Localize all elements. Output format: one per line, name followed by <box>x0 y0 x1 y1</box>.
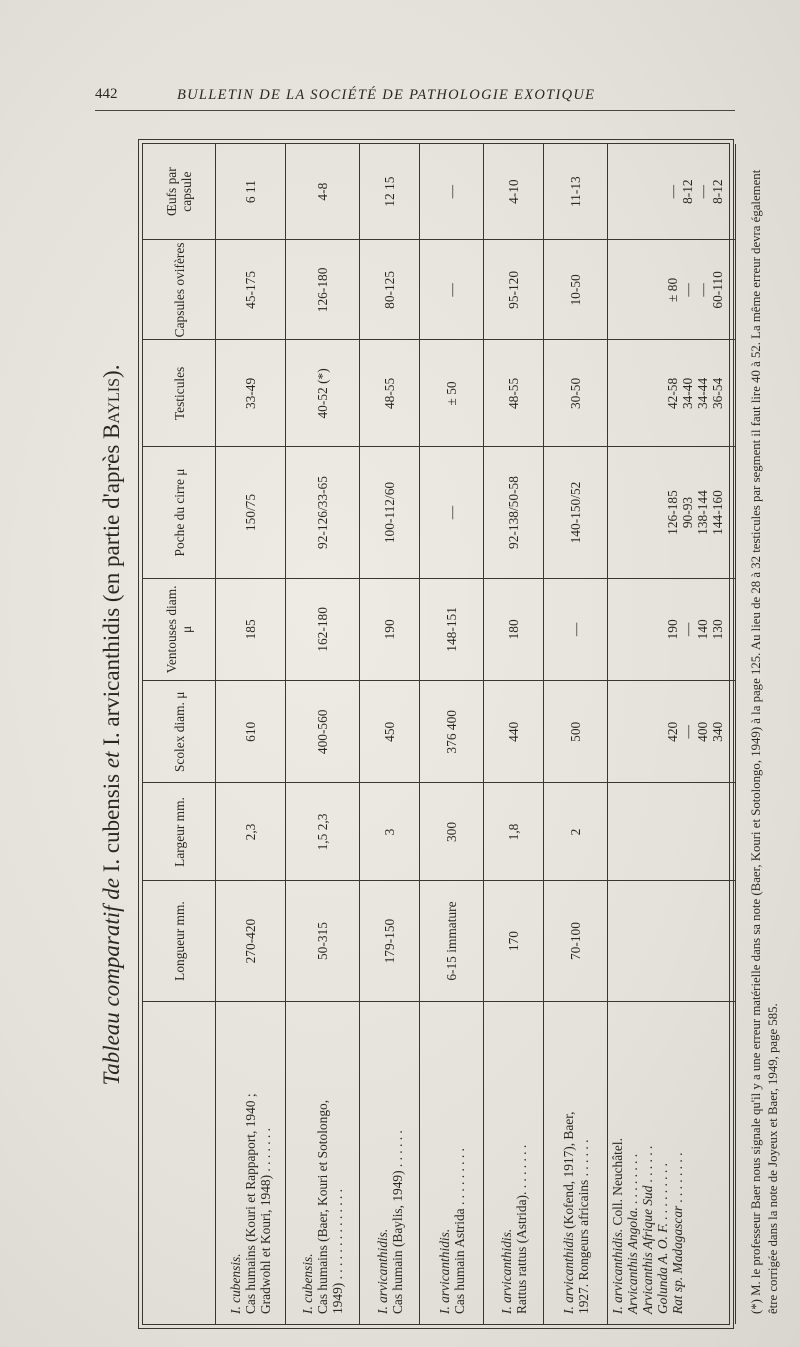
longueur-cell <box>608 881 736 1001</box>
host-line: Cas humains (Baer, Kouri et Sotolongo, <box>315 1099 330 1314</box>
capsules-cell <box>608 240 736 340</box>
capsules-value: 60-110 <box>710 271 725 309</box>
poche-value: 144-160 <box>710 490 725 535</box>
host-line: Arvicanthis Afrique Sud . . . . . . <box>640 1145 655 1314</box>
capsules-cell: 95-120 <box>484 240 544 340</box>
scolex-cell: 376 400 <box>420 681 484 783</box>
species-name: I. arvicanthidis. <box>610 1228 625 1314</box>
largeur-cell: 3 <box>360 783 420 881</box>
col-header-species <box>143 1001 216 1324</box>
scolex-value: — <box>680 725 695 739</box>
oeufs-cell: 4-8 <box>286 144 360 240</box>
table-frame <box>142 143 780 1325</box>
ventouses-value: 140 <box>695 619 710 640</box>
col-header-ventouses: Ventouses diam. μ <box>143 578 216 680</box>
scolex-value: 400 <box>695 721 710 742</box>
poche-value: 126-185 <box>665 490 680 535</box>
comparison-table <box>143 144 790 1324</box>
caption-part-5: Baylis <box>99 377 124 439</box>
longueur-cell: 6-15 immature <box>420 881 484 1001</box>
scolex-cell: 450 <box>360 681 420 783</box>
host-line: Cas humain Astrida . . . . . . . . . <box>451 1148 467 1314</box>
rotated-table-block <box>90 125 780 1325</box>
largeur-cell: 300 <box>420 783 484 881</box>
testicules-cell: 48-55 <box>484 340 544 447</box>
longueur-cell: 179-150 <box>360 881 420 1001</box>
table-row <box>484 144 544 1324</box>
species-cell <box>286 1001 360 1324</box>
col-header-capsules: Capsules ovifères <box>143 240 216 340</box>
species-cell <box>420 1001 484 1324</box>
capsules-value: ± 80 <box>665 277 680 302</box>
oeufs-cell: 12 15 <box>360 144 420 240</box>
host-line: 1949) . . . . . . . . . . . . . . <box>330 1189 345 1314</box>
oeufs-value: — <box>665 184 680 199</box>
ventouses-cell: 180 <box>484 578 544 680</box>
species-cell <box>484 1001 544 1324</box>
table-row <box>420 144 484 1324</box>
caption-part-3: et <box>99 751 124 769</box>
poche-cell: — <box>420 447 484 578</box>
poche-cell: 100-112/60 <box>360 447 420 578</box>
species-cell <box>544 1001 608 1324</box>
col-header-scolex: Scolex diam. μ <box>143 681 216 783</box>
ventouses-value: 190 <box>665 619 680 640</box>
capsules-cell: — <box>420 240 484 340</box>
species-name: I. cubensis. <box>300 1253 315 1314</box>
testicules-value: 42-58 <box>665 377 680 410</box>
scolex-cell: 440 <box>484 681 544 783</box>
testicules-cell: 30-50 <box>544 340 608 447</box>
col-header-oeufs: Œufs par capsule <box>143 144 216 240</box>
ventouses-cell: 185 <box>216 578 286 680</box>
ventouses-value: 130 <box>710 619 725 640</box>
capsules-cell: 80-125 <box>360 240 420 340</box>
testicules-cell: ± 50 <box>420 340 484 447</box>
species-name: I. arvicanthidis. <box>498 1228 514 1314</box>
ventouses-cell: 162-180 <box>286 578 360 680</box>
poche-cell <box>608 447 736 578</box>
oeufs-cell <box>608 144 736 240</box>
footnote: (*) M. le professeur Baer nous signale qu'il y a une erreur matérielle dans sa note (Baer, Kouri et Sotolongo, 1949) à la page 125. Au lieu de 28 à 32 testicules par segment il faut lire 40 à 52. La même erreur devra également être corrigée dans la note de Joyeux et Baer, 1949, page 585. <box>736 144 791 1324</box>
table-row <box>608 144 736 1324</box>
testicules-value: 36-54 <box>710 377 725 410</box>
testicules-cell <box>608 340 736 447</box>
largeur-cell: 2 <box>544 783 608 881</box>
species-cell <box>608 1001 736 1324</box>
oeufs-cell: — <box>420 144 484 240</box>
header-rule <box>95 110 735 111</box>
oeufs-cell: 4-10 <box>484 144 544 240</box>
table-caption <box>90 125 134 1325</box>
col-header-largeur: Largeur mm. <box>143 783 216 881</box>
oeufs-value: 8-12 <box>680 179 695 204</box>
caption-part-4: I. arvicanthidis (en partie d'après <box>99 438 124 752</box>
ventouses-cell: — <box>544 578 608 680</box>
col-header-poche: Poche du cirre μ <box>143 447 216 578</box>
largeur-cell <box>608 783 736 881</box>
testicules-value: 34-44 <box>695 377 710 410</box>
longueur-cell: 50-315 <box>286 881 360 1001</box>
col-header-testicules: Testicules <box>143 340 216 447</box>
table-row <box>216 144 286 1324</box>
ventouses-value: — <box>680 622 695 637</box>
host-line: (Kofend, 1917), Baer, <box>560 1111 576 1229</box>
poche-cell: 92-138/50-58 <box>484 447 544 578</box>
scolex-value: 420 <box>665 721 680 742</box>
largeur-cell: 1,5 2,3 <box>286 783 360 881</box>
scolex-cell: 400-560 <box>286 681 360 783</box>
header-row <box>143 144 216 1324</box>
capsules-cell: 45-175 <box>216 240 286 340</box>
species-name: I. arvicanthidis. <box>374 1228 390 1314</box>
oeufs-value: — <box>695 184 710 199</box>
poche-value: 90-93 <box>680 496 695 529</box>
page-number: 442 <box>95 86 118 102</box>
ventouses-cell <box>608 578 736 680</box>
table-row <box>286 144 360 1324</box>
species-name: I. arvicanthidis. <box>436 1228 452 1314</box>
testicules-cell: 40-52 (*) <box>286 340 360 447</box>
longueur-cell: 270-420 <box>216 881 286 1001</box>
footnote-row <box>736 144 791 1324</box>
longueur-cell: 170 <box>484 881 544 1001</box>
largeur-cell: 1,8 <box>484 783 544 881</box>
longueur-cell: 70-100 <box>544 881 608 1001</box>
testicules-cell: 33-49 <box>216 340 286 447</box>
testicules-cell: 48-55 <box>360 340 420 447</box>
host-line: Cas humain (Baylis, 1949) . . . . . . <box>389 1130 405 1314</box>
host-line: Arvicanthis Angola. . . . . . . . . <box>625 1153 640 1314</box>
host-line: Rat sp. Madagascar . . . . . . . . <box>670 1152 685 1314</box>
poche-value: 138-144 <box>695 490 710 535</box>
species-name: I. arvicanthidis <box>560 1232 576 1314</box>
host-line: Coll. Neuchâtel. <box>610 1138 625 1226</box>
caption-part-1: Tableau comparatif de <box>99 878 124 1086</box>
col-header-longueur: Longueur mm. <box>143 881 216 1001</box>
largeur-cell: 2,3 <box>216 783 286 881</box>
table-row <box>360 144 420 1324</box>
poche-cell: 150/75 <box>216 447 286 578</box>
testicules-value: 34-40 <box>680 377 695 410</box>
oeufs-cell: 6 11 <box>216 144 286 240</box>
caption-part-6: ). <box>99 364 124 378</box>
scolex-cell: 500 <box>544 681 608 783</box>
host-line: Gradwohl et Kouri, 1948) . . . . . . . <box>258 1128 273 1314</box>
capsules-value: — <box>680 283 695 297</box>
scolex-cell <box>608 681 736 783</box>
table-row <box>544 144 608 1324</box>
host-line: Cas humains (Kouri et Rappaport, 1940 ; <box>243 1093 258 1314</box>
running-title: BULLETIN DE LA SOCIÉTÉ DE PATHOLOGIE EXOTIQUE <box>177 87 596 103</box>
oeufs-cell: 11-13 <box>544 144 608 240</box>
species-name: I. cubensis. <box>228 1253 243 1314</box>
host-line: Rattus rattus (Astrida). . . . . . . . <box>513 1144 529 1314</box>
scolex-value: 340 <box>710 721 725 742</box>
poche-cell: 140-150/52 <box>544 447 608 578</box>
species-cell <box>216 1001 286 1324</box>
species-cell <box>360 1001 420 1324</box>
capsules-cell: 126-180 <box>286 240 360 340</box>
caption-part-2: I. cubensis <box>99 768 124 879</box>
ventouses-cell: 190 <box>360 578 420 680</box>
oeufs-value: 8-12 <box>710 179 725 204</box>
poche-cell: 92-126/33-65 <box>286 447 360 578</box>
host-line: Golunda A. O. F. . . . . . . . . . <box>655 1162 670 1314</box>
scolex-cell: 610 <box>216 681 286 783</box>
host-line: 1927. Rongeurs africains . . . . . . <box>575 1139 591 1314</box>
capsules-cell: 10-50 <box>544 240 608 340</box>
ventouses-cell: 148-151 <box>420 578 484 680</box>
capsules-value: — <box>695 283 710 297</box>
page-header <box>95 86 735 108</box>
